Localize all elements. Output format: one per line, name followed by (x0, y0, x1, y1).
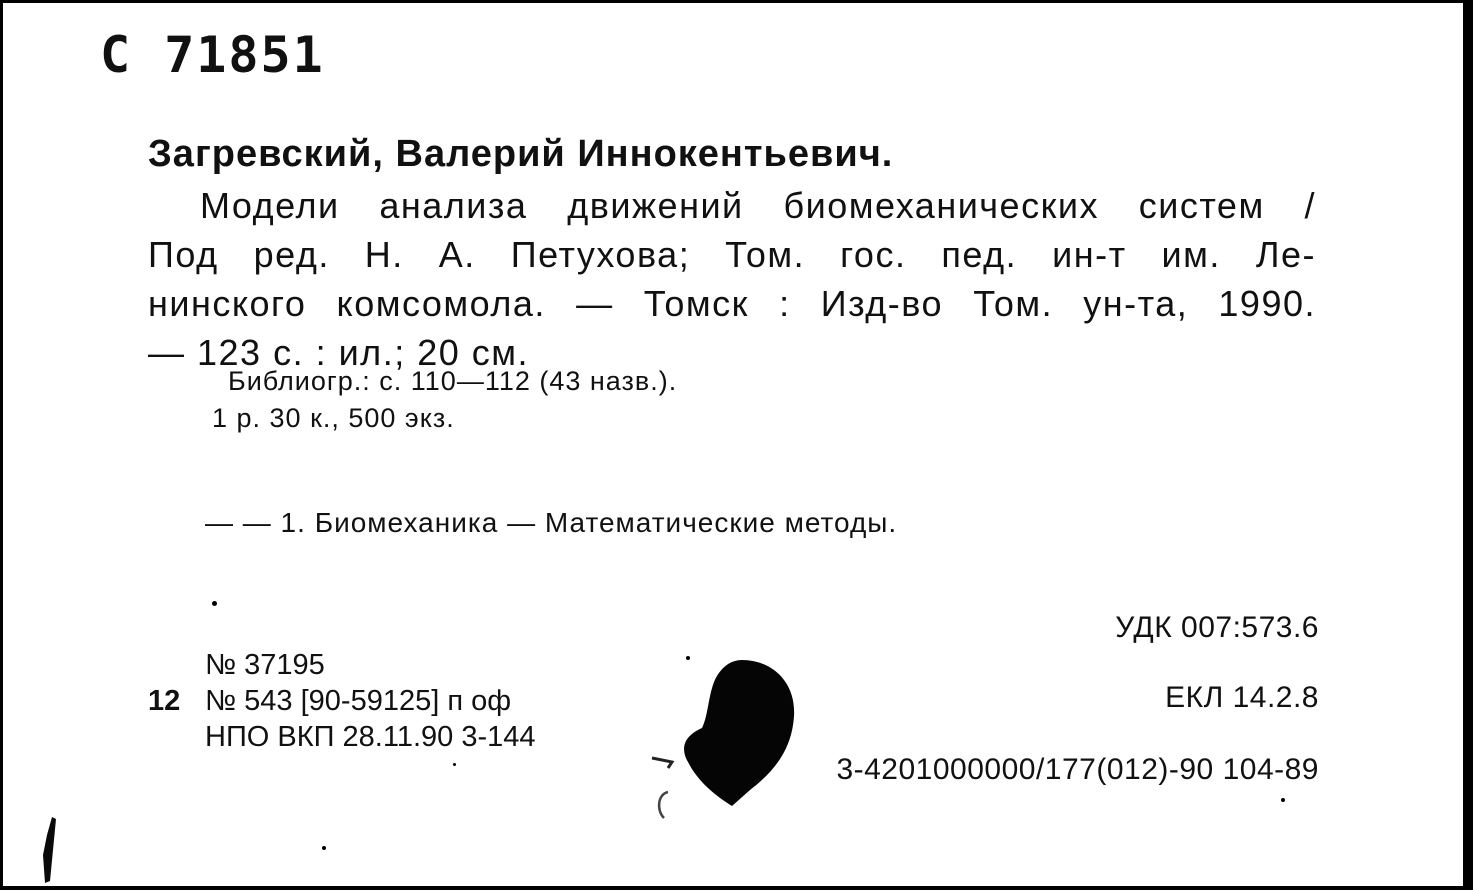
print-info-block (148, 647, 536, 755)
description-line-3: нинского комсомола. — Томск : Изд-во Том. ун-та, 1990. (148, 283, 1316, 324)
card-border-bottom (0, 886, 1473, 890)
bibliographic-description (148, 181, 1316, 377)
lead-number: 12 (148, 685, 181, 717)
order-number: № 37195 (205, 649, 325, 681)
bibliography-note: Библиогр.: с. 110—112 (43 назв.). (228, 366, 678, 396)
description-line-4: — 123 с. : ил.; 20 см. (148, 332, 529, 373)
udk-code: УДК 007:573.6 (1115, 611, 1319, 644)
price-and-print-run: 1 р. 30 к., 500 экз. (212, 403, 455, 433)
subject-heading: — — 1. Биомеханика — Математические методы. (205, 507, 898, 538)
description-line-1: Модели анализа движений биомеханических систем / (200, 185, 1316, 226)
author-heading: Загревский, Валерий Иннокентьевич. (148, 133, 894, 175)
ink-speck-icon (453, 763, 456, 766)
ekl-code: ЕКЛ 14.2.8 (1165, 681, 1319, 714)
description-line-2: Под ред. Н. А. Петухова; Том. гос. пед. ин-т им. Ле- (148, 234, 1316, 275)
ink-blot-icon (680, 658, 798, 808)
ink-speck-icon (322, 846, 326, 850)
ink-speck-icon (686, 656, 690, 660)
catalog-number: С 71851 (100, 26, 325, 84)
pencil-scribble-icon (646, 748, 686, 828)
card-border-right (1463, 0, 1473, 890)
card-border-top (0, 0, 1473, 3)
publication-code: 3-4201000000/177(012)-90 104-89 (836, 753, 1319, 786)
ink-speck-icon (1281, 798, 1285, 802)
ink-speck-icon (212, 601, 217, 606)
print-line (148, 683, 536, 719)
card-border-left (0, 0, 3, 890)
pencil-mark-icon (38, 815, 62, 885)
publisher-line: НПО ВКП 28.11.90 3-144 (205, 721, 536, 753)
print-line-text: № 543 [90-59125] п оф (205, 685, 512, 717)
